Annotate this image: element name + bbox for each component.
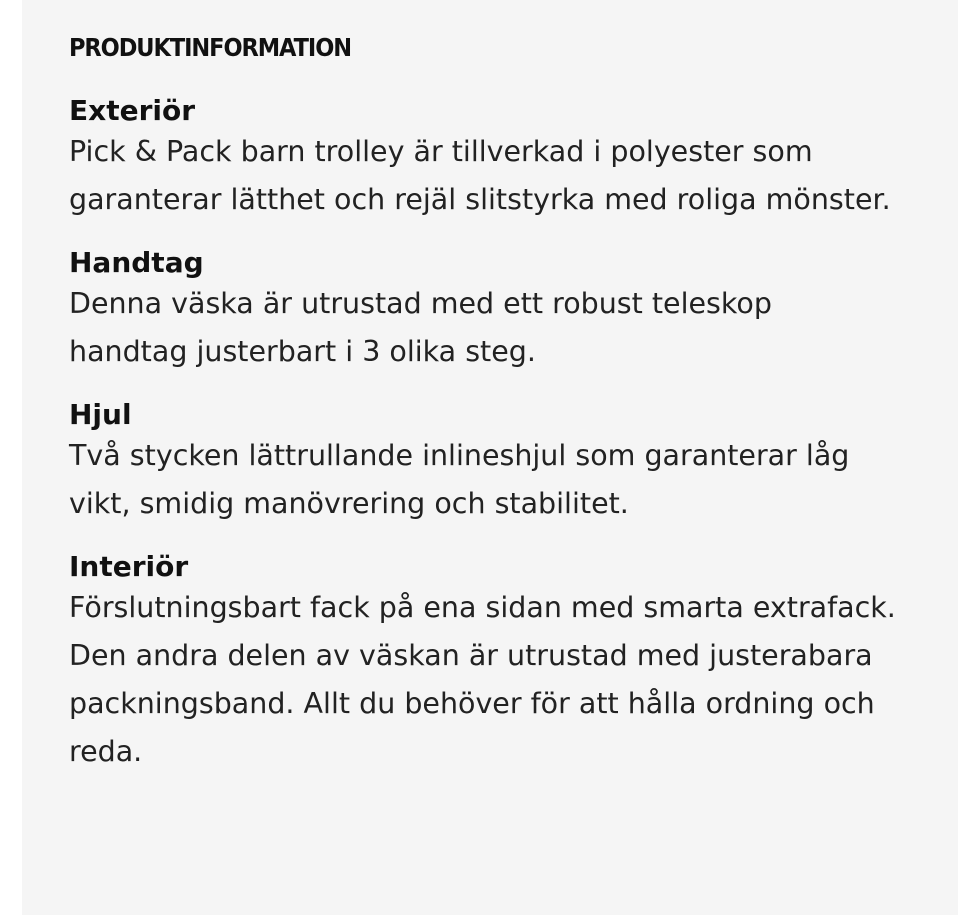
section-body-interior: Förslutningsbart fack på ena sidan med smarta extrafack. Den andra delen av väskan är utrustad med justerabara packningsband. Allt du behöver för att hålla ordning och reda. [69,591,896,768]
section-body-handle: Denna väska är utrustad med ett robust teleskop handtag justerbart i 3 olika steg. [69,287,772,368]
section-body-exterior: Pick & Pack barn trolley är tillverkad i polyester som garanterar lätthet och rejäl slitstyrka med roliga mönster. [69,135,891,216]
section-heading-handle: Handtag [69,246,204,279]
section-wheels [69,398,958,528]
section-interior [69,550,958,776]
panel-title: PRODUKTINFORMATION [69,33,351,62]
section-heading-interior: Interiör [69,550,189,583]
section-heading-wheels: Hjul [69,398,132,431]
section-handle [69,246,958,376]
section-body-wheels: Två stycken lättrullande inlineshjul som garanterar låg vikt, smidig manövrering och stabilitet. [69,439,850,520]
product-information-panel [22,0,958,915]
section-exterior [69,94,958,224]
section-heading-exterior: Exteriör [69,94,196,127]
